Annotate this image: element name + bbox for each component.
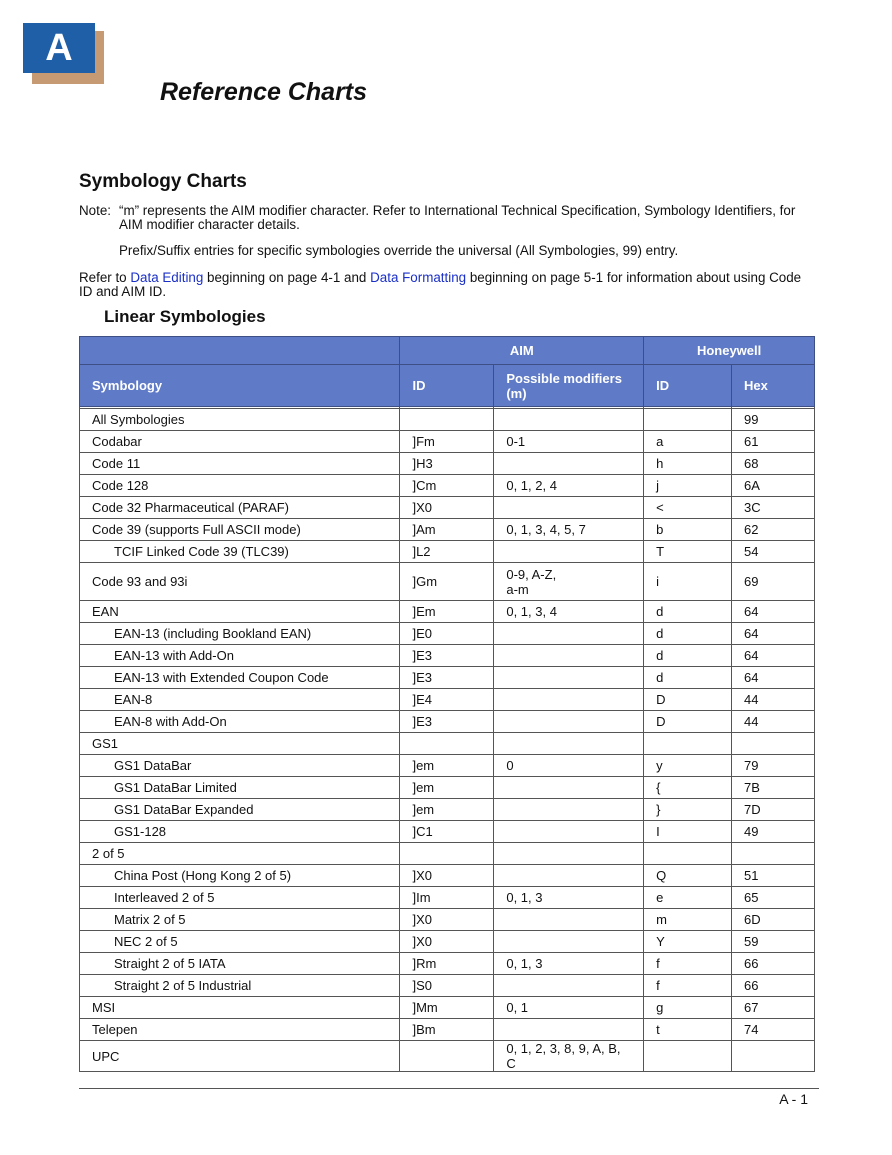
cell-modifiers: 0-1 (494, 431, 644, 453)
cell-symbology: TCIF Linked Code 39 (TLC39) (80, 541, 400, 563)
table-row (80, 733, 815, 755)
cell-modifiers (494, 667, 644, 689)
table-row (80, 519, 815, 541)
cell-modifiers (494, 711, 644, 733)
cell-symbology: Code 128 (80, 475, 400, 497)
cell-modifiers (494, 975, 644, 997)
cell-aim-id: ]L2 (400, 541, 494, 563)
cell-aim-id: ]Fm (400, 431, 494, 453)
table-row (80, 711, 815, 733)
cell-modifiers (494, 563, 644, 601)
table-row (80, 997, 815, 1019)
cell-honeywell-id: b (644, 519, 732, 541)
table-row (80, 931, 815, 953)
data-editing-link[interactable]: Data Editing (130, 270, 204, 285)
footer-rule (79, 1088, 819, 1089)
cell-symbology: GS1 DataBar Expanded (80, 799, 400, 821)
cell-symbology: GS1 (80, 733, 400, 755)
page-number: A - 1 (779, 1091, 808, 1107)
cell-hex: 74 (732, 1019, 815, 1041)
cell-symbology: Code 93 and 93i (80, 563, 400, 601)
cell-hex: 67 (732, 997, 815, 1019)
cell-symbology: China Post (Hong Kong 2 of 5) (80, 865, 400, 887)
cell-symbology: GS1 DataBar Limited (80, 777, 400, 799)
cell-honeywell-id: d (644, 601, 732, 623)
header-aim-id: ID (400, 365, 494, 407)
cell-honeywell-id: < (644, 497, 732, 519)
cell-honeywell-id: d (644, 623, 732, 645)
cell-aim-id: ]em (400, 777, 494, 799)
table-row (80, 689, 815, 711)
cell-aim-id: ]H3 (400, 453, 494, 475)
cell-aim-id: ]Rm (400, 953, 494, 975)
cell-honeywell-id (644, 843, 732, 865)
cell-honeywell-id (644, 409, 732, 431)
cell-hex: 69 (732, 563, 815, 601)
table-row (80, 667, 815, 689)
cell-modifiers (494, 799, 644, 821)
cell-honeywell-id: g (644, 997, 732, 1019)
cell-aim-id: ]Mm (400, 997, 494, 1019)
data-formatting-link[interactable]: Data Formatting (370, 270, 467, 285)
note-text-prefix-suffix: Prefix/Suffix entries for specific symbologies override the universal (All Symbologies, 99) entry. (119, 243, 679, 258)
cell-honeywell-id: t (644, 1019, 732, 1041)
cell-honeywell-id: i (644, 563, 732, 601)
table-row (80, 1019, 815, 1041)
cell-honeywell-id (644, 733, 732, 755)
table-row (80, 475, 815, 497)
table-row (80, 623, 815, 645)
cell-symbology: Matrix 2 of 5 (80, 909, 400, 931)
cell-aim-id: ]Im (400, 887, 494, 909)
header-group-honeywell: Honeywell (644, 337, 815, 365)
cell-hex: 61 (732, 431, 815, 453)
cell-aim-id: ]Bm (400, 1019, 494, 1041)
cell-hex: 64 (732, 623, 815, 645)
cell-honeywell-id: d (644, 645, 732, 667)
cell-honeywell-id: e (644, 887, 732, 909)
cell-aim-id: ]X0 (400, 931, 494, 953)
cell-hex: 49 (732, 821, 815, 843)
cell-aim-id: ]Am (400, 519, 494, 541)
cell-modifiers: 0, 1, 2, 4 (494, 475, 644, 497)
cell-hex (732, 1041, 815, 1072)
cell-symbology: 2 of 5 (80, 843, 400, 865)
cell-honeywell-id: y (644, 755, 732, 777)
table-row (80, 409, 815, 431)
table-row (80, 645, 815, 667)
cell-aim-id: ]Cm (400, 475, 494, 497)
cell-symbology: GS1-128 (80, 821, 400, 843)
cell-hex: 65 (732, 887, 815, 909)
cell-honeywell-id (644, 1041, 732, 1072)
cell-symbology: Telepen (80, 1019, 400, 1041)
cell-aim-id (400, 843, 494, 865)
cell-aim-id: ]Gm (400, 563, 494, 601)
cell-aim-id: ]S0 (400, 975, 494, 997)
cell-hex: 6A (732, 475, 815, 497)
cell-hex: 6D (732, 909, 815, 931)
header-hex: Hex (732, 365, 815, 407)
table-row (80, 755, 815, 777)
cell-modifiers: 0, 1, 3, 4, 5, 7 (494, 519, 644, 541)
cell-symbology: Code 39 (supports Full ASCII mode) (80, 519, 400, 541)
symbology-table (79, 336, 815, 1072)
cell-modifiers (494, 821, 644, 843)
note-text: “m” represents the AIM modifier character. Refer to International Technical Specification, Symbology Identifiers, for AIM modifier character details. (119, 203, 796, 232)
cell-modifiers (494, 865, 644, 887)
cell-honeywell-id: Q (644, 865, 732, 887)
cell-symbology: EAN (80, 601, 400, 623)
cell-symbology: Code 32 Pharmaceutical (PARAF) (80, 497, 400, 519)
cell-modifiers (494, 497, 644, 519)
cell-modifiers: 0, 1, 3 (494, 887, 644, 909)
table-row (80, 799, 815, 821)
cell-hex: 7B (732, 777, 815, 799)
cell-symbology: UPC (80, 1041, 400, 1072)
cell-modifiers (494, 645, 644, 667)
cell-symbology: MSI (80, 997, 400, 1019)
cell-hex (732, 843, 815, 865)
cell-honeywell-id: { (644, 777, 732, 799)
cell-honeywell-id: I (644, 821, 732, 843)
cell-hex: 68 (732, 453, 815, 475)
cell-hex: 99 (732, 409, 815, 431)
chapter-title: Reference Charts (160, 78, 368, 106)
cell-honeywell-id: d (644, 667, 732, 689)
cell-symbology: Code 11 (80, 453, 400, 475)
cell-aim-id: ]X0 (400, 497, 494, 519)
cell-symbology: All Symbologies (80, 409, 400, 431)
cell-hex: 66 (732, 975, 815, 997)
table-row (80, 843, 815, 865)
table-row (80, 453, 815, 475)
table-row (80, 909, 815, 931)
cell-honeywell-id: Y (644, 931, 732, 953)
cell-symbology: EAN-13 with Add-On (80, 645, 400, 667)
cell-honeywell-id: } (644, 799, 732, 821)
cell-honeywell-id: f (644, 975, 732, 997)
cell-honeywell-id: a (644, 431, 732, 453)
cell-hex (732, 733, 815, 755)
modifier-line: a-m (506, 581, 529, 597)
cell-symbology: GS1 DataBar (80, 755, 400, 777)
cell-honeywell-id: j (644, 475, 732, 497)
cell-aim-id: ]X0 (400, 865, 494, 887)
cell-hex: 7D (732, 799, 815, 821)
cell-modifiers: 0, 1, 2, 3, 8, 9, A, B, C (494, 1041, 644, 1072)
cell-aim-id (400, 1041, 494, 1072)
cell-symbology: NEC 2 of 5 (80, 931, 400, 953)
chapter-letter: A (45, 26, 73, 69)
cell-honeywell-id: m (644, 909, 732, 931)
cell-modifiers: 0, 1 (494, 997, 644, 1019)
cell-symbology: EAN-8 with Add-On (80, 711, 400, 733)
table-row (80, 541, 815, 563)
cell-hex: 64 (732, 667, 815, 689)
cell-modifiers: 0 (494, 755, 644, 777)
header-group-aim: AIM (400, 337, 644, 365)
cell-hex: 51 (732, 865, 815, 887)
cell-honeywell-id: h (644, 453, 732, 475)
table-row (80, 1041, 815, 1072)
table-row (80, 431, 815, 453)
header-symbology: Symbology (80, 365, 400, 407)
cell-hex: 54 (732, 541, 815, 563)
cell-modifiers (494, 777, 644, 799)
cell-hex: 59 (732, 931, 815, 953)
cell-hex: 64 (732, 645, 815, 667)
refer-text-1: Refer to (79, 270, 131, 285)
header-blank (80, 337, 400, 365)
cell-hex: 44 (732, 689, 815, 711)
cell-hex: 64 (732, 601, 815, 623)
cell-modifiers (494, 1019, 644, 1041)
cell-modifiers (494, 843, 644, 865)
modifier-line: 0-9, A-Z, (506, 566, 557, 582)
table-row (80, 975, 815, 997)
cell-symbology: Codabar (80, 431, 400, 453)
cell-aim-id: ]Em (400, 601, 494, 623)
cell-modifiers (494, 409, 644, 431)
cell-modifiers (494, 453, 644, 475)
cell-hex: 79 (732, 755, 815, 777)
cell-modifiers (494, 733, 644, 755)
cell-honeywell-id: T (644, 541, 732, 563)
cell-modifiers (494, 623, 644, 645)
cell-modifiers (494, 931, 644, 953)
cell-aim-id: ]em (400, 799, 494, 821)
table-row (80, 777, 815, 799)
refer-text-2: beginning on page 4-1 and (203, 270, 371, 285)
cell-hex: 44 (732, 711, 815, 733)
cell-aim-id (400, 733, 494, 755)
table-row (80, 601, 815, 623)
cell-aim-id: ]E0 (400, 623, 494, 645)
cell-honeywell-id: D (644, 689, 732, 711)
chapter-tab (23, 23, 95, 73)
table-row (80, 563, 815, 601)
cell-aim-id: ]C1 (400, 821, 494, 843)
cell-aim-id: ]E3 (400, 645, 494, 667)
cell-aim-id: ]E4 (400, 689, 494, 711)
cell-symbology: Straight 2 of 5 IATA (80, 953, 400, 975)
table-row (80, 865, 815, 887)
cell-modifiers (494, 689, 644, 711)
cell-symbology: EAN-8 (80, 689, 400, 711)
refer-text-3: beginning on page 5-1 for information about using Code ID and AIM ID. (79, 270, 802, 299)
cell-modifiers: 0, 1, 3, 4 (494, 601, 644, 623)
cell-symbology: Straight 2 of 5 Industrial (80, 975, 400, 997)
table-row (80, 953, 815, 975)
cell-symbology: EAN-13 with Extended Coupon Code (80, 667, 400, 689)
cell-symbology: EAN-13 (including Bookland EAN) (80, 623, 400, 645)
cell-honeywell-id: D (644, 711, 732, 733)
table-row (80, 497, 815, 519)
cell-hex: 3C (732, 497, 815, 519)
cell-modifiers (494, 909, 644, 931)
cell-modifiers (494, 541, 644, 563)
cell-aim-id: ]em (400, 755, 494, 777)
cell-aim-id: ]X0 (400, 909, 494, 931)
cell-honeywell-id: f (644, 953, 732, 975)
header-honeywell-id: ID (644, 365, 732, 407)
cell-aim-id: ]E3 (400, 711, 494, 733)
section-title: Symbology Charts (79, 171, 247, 192)
cell-aim-id (400, 409, 494, 431)
cell-symbology: Interleaved 2 of 5 (80, 887, 400, 909)
table-row (80, 887, 815, 909)
header-modifiers: Possible modifiers (m) (494, 365, 644, 407)
subsection-title: Linear Symbologies (104, 307, 266, 326)
cell-hex: 66 (732, 953, 815, 975)
cell-modifiers: 0, 1, 3 (494, 953, 644, 975)
cell-hex: 62 (732, 519, 815, 541)
cell-aim-id: ]E3 (400, 667, 494, 689)
refer-paragraph (79, 271, 814, 299)
table-row (80, 821, 815, 843)
note-label: Note: (79, 203, 112, 218)
